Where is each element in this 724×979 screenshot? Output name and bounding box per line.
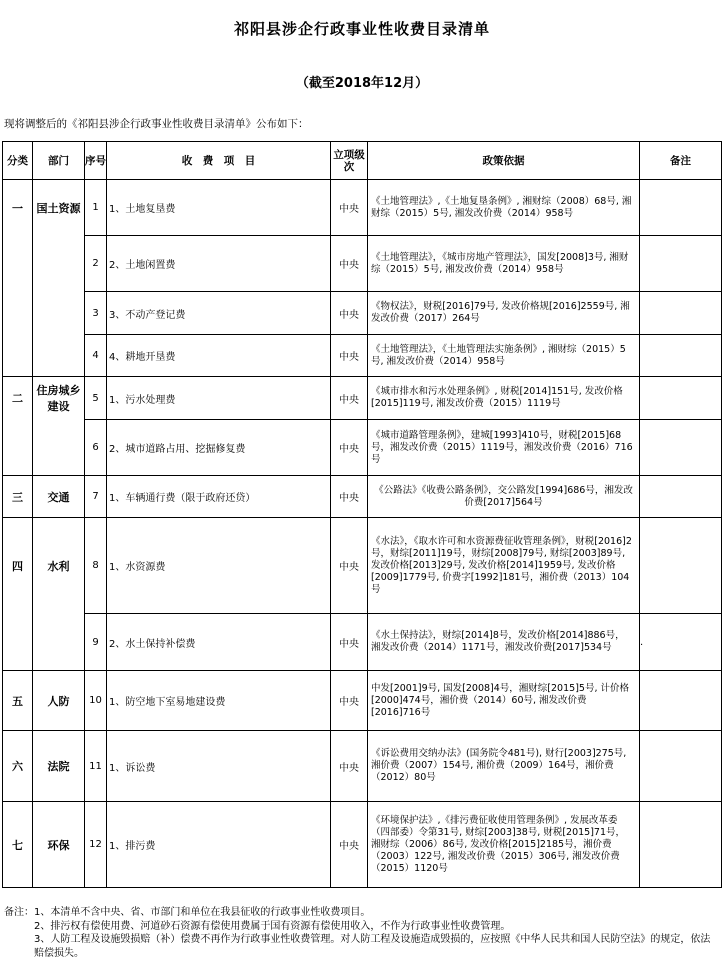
header-dept: 部门 bbox=[33, 142, 85, 180]
cell-item: 1、防空地下室易地建设费 bbox=[107, 671, 331, 731]
cell-level: 中央 bbox=[331, 476, 368, 518]
note-line-3: 3、人防工程及设施毁损赔（补）偿费不再作为行政事业性收费管理。对人防工程及设施造成毁损的，应按照《中华人民共和国人民防空法》的规定，依法赔偿损失。 bbox=[34, 934, 711, 959]
cell-policy: 《城市道路管理条例》，建城[1993]410号，财税[2015]68号，湘发改价费（2015）1119号，湘发改价费（2016）716号 bbox=[368, 420, 640, 476]
cell-remark bbox=[640, 420, 722, 476]
table-row bbox=[3, 335, 722, 377]
table-row bbox=[3, 420, 722, 476]
intro-text: 现将调整后的《祁阳县涉企行政事业性收费目录清单》公布如下： bbox=[4, 118, 309, 130]
table-row bbox=[3, 236, 722, 292]
cell-category: 四 bbox=[3, 518, 33, 614]
cell-category bbox=[3, 614, 33, 671]
note-line-2: 2、排污权有偿使用费、河道砂石资源有偿使用费属于国有资源有偿使用收入，不作为行政事业性收费管理。 bbox=[34, 920, 511, 932]
table-row bbox=[3, 518, 722, 614]
cell-category: 一 bbox=[3, 180, 33, 236]
cell-level: 中央 bbox=[331, 518, 368, 614]
cell-seq: 4 bbox=[85, 335, 107, 377]
cell-item: 2、城市道路占用、挖掘修复费 bbox=[107, 420, 331, 476]
cell-seq: 11 bbox=[85, 731, 107, 802]
cell-item: 1、诉讼费 bbox=[107, 731, 331, 802]
cell-policy: 《土地管理法》,《土地复垦条例》, 湘财综（2008）68号, 湘财综（2015）5号, 湘发改价费（2014）958号 bbox=[368, 180, 640, 236]
cell-item: 4、耕地开垦费 bbox=[107, 335, 331, 377]
cell-policy: 《城市排水和污水处理条例》, 财税[2014]151号, 发改价格[2015]119号, 湘发改价费（2015）1119号 bbox=[368, 377, 640, 420]
cell-policy: 《公路法》《收费公路条例》，交公路发[1994]686号，湘发改价费[2017]564号 bbox=[368, 476, 640, 518]
cell-dept bbox=[33, 292, 85, 335]
cell-category: 五 bbox=[3, 671, 33, 731]
cell-seq: 7 bbox=[85, 476, 107, 518]
header-seq: 序号 bbox=[85, 142, 107, 180]
cell-category: 三 bbox=[3, 476, 33, 518]
page-title: 祁阳县涉企行政事业性收费目录清单 bbox=[233, 20, 490, 38]
cell-item: 1、车辆通行费（限于政府还贷） bbox=[107, 476, 331, 518]
header-remark: 备注 bbox=[640, 142, 722, 180]
table-row bbox=[3, 292, 722, 335]
cell-dept bbox=[33, 614, 85, 671]
cell-remark bbox=[640, 518, 722, 614]
cell-item: 1、排污费 bbox=[107, 802, 331, 888]
cell-policy: 中发[2001]9号, 国发[2008]4号，湘财综[2015]5号, 计价格[2000]474号，湘价费（2014）60号, 湘发改价费[2016]716号 bbox=[368, 671, 640, 731]
cell-remark: . bbox=[640, 614, 722, 671]
table-row bbox=[3, 802, 722, 888]
note-line-1: 备注：1、本清单不含中央、省、市部门和单位在我县征收的行政事业性收费项目。 bbox=[4, 907, 371, 918]
cell-level: 中央 bbox=[331, 236, 368, 292]
cell-dept bbox=[33, 335, 85, 377]
cell-dept bbox=[33, 236, 85, 292]
cell-item: 3、不动产登记费 bbox=[107, 292, 331, 335]
cell-item: 2、水土保持补偿费 bbox=[107, 614, 331, 671]
cell-policy: 《土地管理法》，《土地管理法实施条例》, 湘财综（2015）5号, 湘发改价费（2014）958号 bbox=[368, 335, 640, 377]
cell-category bbox=[3, 420, 33, 476]
cell-category bbox=[3, 292, 33, 335]
table-row bbox=[3, 377, 722, 420]
cell-dept: 住房城乡建设 bbox=[33, 377, 85, 420]
cell-remark bbox=[640, 236, 722, 292]
cell-level: 中央 bbox=[331, 377, 368, 420]
cell-seq: 5 bbox=[85, 377, 107, 420]
cell-policy: 《诉讼费用交纳办法》(国务院令481号), 财行[2003]275号, 湘价费（2007）154号, 湘价费（2009）164号，湘价费（2012）80号 bbox=[368, 731, 640, 802]
cell-remark bbox=[640, 377, 722, 420]
cell-policy: 《环境保护法》,《排污费征收使用管理条例》, 发展改革委（四部委）令第31号, 财综[2003]38号, 财税[2015]71号， 湘财综（2006）86号, 发改价格[2015]2185号，湘价费（2003）122号, 湘发改价费（2015）306号, 湘发改价费（2015）1120号 bbox=[368, 802, 640, 888]
cell-remark bbox=[640, 731, 722, 802]
cell-seq: 3 bbox=[85, 292, 107, 335]
cell-item: 2、土地闲置费 bbox=[107, 236, 331, 292]
cell-dept bbox=[33, 420, 85, 476]
cell-level: 中央 bbox=[331, 292, 368, 335]
cell-category bbox=[3, 236, 33, 292]
cell-dept: 人防 bbox=[33, 671, 85, 731]
table-row bbox=[3, 671, 722, 731]
header-category: 分类 bbox=[3, 142, 33, 180]
table-row bbox=[3, 614, 722, 671]
cell-item: 1、土地复垦费 bbox=[107, 180, 331, 236]
cell-item: 1、污水处理费 bbox=[107, 377, 331, 420]
cell-seq: 2 bbox=[85, 236, 107, 292]
cell-remark bbox=[640, 671, 722, 731]
fee-table bbox=[2, 141, 722, 888]
notes bbox=[4, 906, 718, 960]
cell-category bbox=[3, 335, 33, 377]
cell-policy: 《物权法》，财税[2016]79号, 发改价格规[2016]2559号, 湘发改价费（2017）264号 bbox=[368, 292, 640, 335]
cell-level: 中央 bbox=[331, 731, 368, 802]
cell-seq: 8 bbox=[85, 518, 107, 614]
cell-category: 六 bbox=[3, 731, 33, 802]
cell-dept: 法院 bbox=[33, 731, 85, 802]
cell-seq: 6 bbox=[85, 420, 107, 476]
cell-seq: 1 bbox=[85, 180, 107, 236]
table-row bbox=[3, 180, 722, 236]
cell-policy: 《水法》，《取水许可和水资源费征收管理条例》，财税[2016]2号，财综[2011]19号，财综[2008]79号, 财综[2003]89号, 发改价格[2013]29号, 发改价格[2014]1959号, 发改价格[2009]1779号, 价费字[1992]181号，湘价费（2013）104号 bbox=[368, 518, 640, 614]
cell-policy: 《土地管理法》，《城市房地产管理法》，国发[2008]3号, 湘财综（2015）5号, 湘发改价费（2014）958号 bbox=[368, 236, 640, 292]
cell-seq: 12 bbox=[85, 802, 107, 888]
cell-item: 1、水资源费 bbox=[107, 518, 331, 614]
cell-category: 二 bbox=[3, 377, 33, 420]
cell-seq: 9 bbox=[85, 614, 107, 671]
cell-dept: 交通 bbox=[33, 476, 85, 518]
table-row bbox=[3, 476, 722, 518]
cell-remark bbox=[640, 335, 722, 377]
cell-remark bbox=[640, 180, 722, 236]
page-subtitle: （截至2018年12月） bbox=[295, 76, 429, 91]
cell-level: 中央 bbox=[331, 420, 368, 476]
cell-level: 中央 bbox=[331, 671, 368, 731]
cell-remark bbox=[640, 802, 722, 888]
cell-level: 中央 bbox=[331, 802, 368, 888]
cell-dept: 国土资源 bbox=[33, 180, 85, 236]
cell-level: 中央 bbox=[331, 335, 368, 377]
cell-remark bbox=[640, 476, 722, 518]
cell-dept: 环保 bbox=[33, 802, 85, 888]
table-header-row bbox=[3, 142, 722, 180]
cell-level: 中央 bbox=[331, 180, 368, 236]
cell-dept: 水利 bbox=[33, 518, 85, 614]
cell-policy: 《水土保持法》，财综[2014]8号，发改价格[2014]886号， 湘发改价费（2014）1171号，湘发改价费[2017]534号 bbox=[368, 614, 640, 671]
cell-seq: 10 bbox=[85, 671, 107, 731]
table-row bbox=[3, 731, 722, 802]
cell-category: 七 bbox=[3, 802, 33, 888]
cell-remark bbox=[640, 292, 722, 335]
cell-level: 中央 bbox=[331, 614, 368, 671]
header-policy: 政策依据 bbox=[368, 142, 640, 180]
header-level: 立项级次 bbox=[331, 142, 368, 180]
header-item: 收 费 项 目 bbox=[107, 142, 331, 180]
